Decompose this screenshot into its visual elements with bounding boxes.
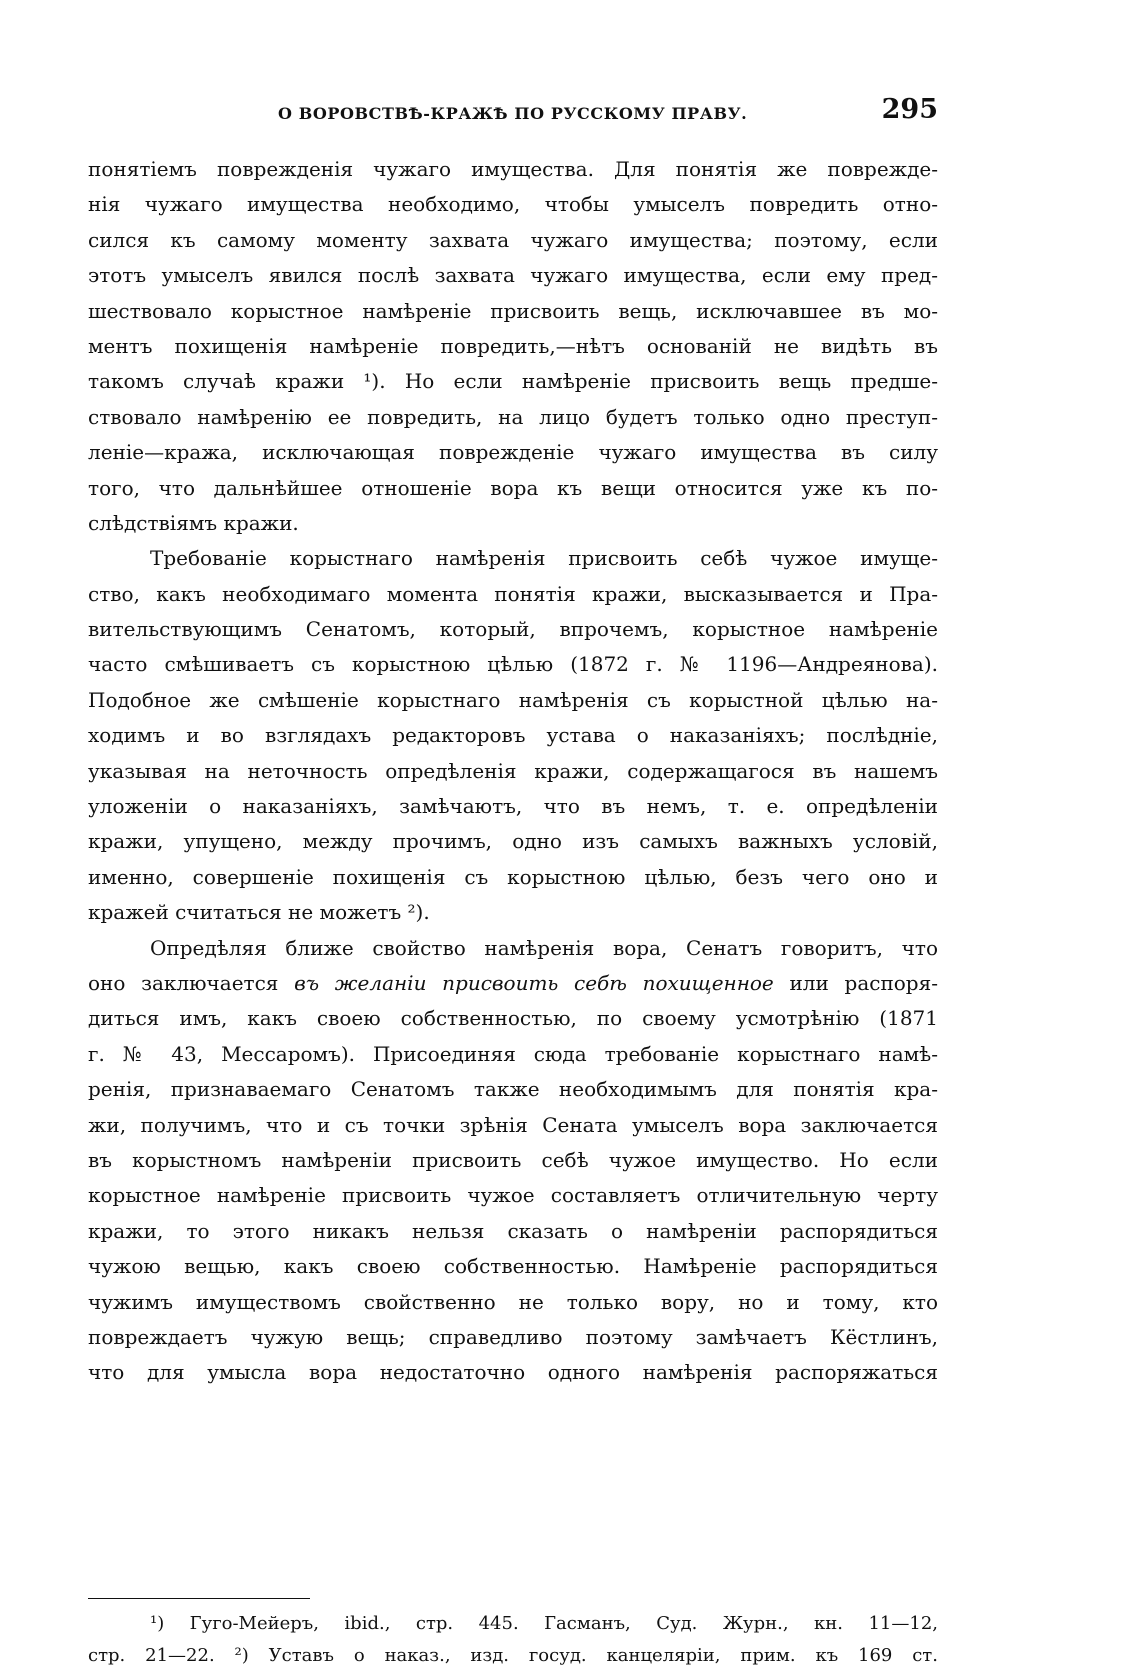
text-line: именно, совершеніе похищенія съ корыстною цѣлью, безъ чего оно и: [88, 864, 938, 889]
text-line: часто смѣшиваетъ съ корыстною цѣлью (1872 г. № 1196—Андреянова).: [88, 652, 938, 677]
footnote-line: ¹) Гуго-Мейеръ, ibid., стр. 445. Гасманъ, Суд. Журн., кн. 11—12,: [150, 1613, 938, 1634]
page-number: 295: [881, 94, 938, 125]
body-text: [88, 152, 938, 1391]
text-line: диться имъ, какъ своею собственностью, по своему усмотрѣнію (1871: [88, 1006, 938, 1031]
footnote-divider: [88, 1598, 310, 1599]
text-line: что для умысла вора недостаточно одного намѣренія распоряжаться: [88, 1360, 938, 1385]
text-line: кражей считаться не можетъ ²).: [88, 900, 430, 925]
text-line: Требованіе корыстнаго намѣренія присвоить себѣ чужое имуще-: [150, 546, 938, 571]
text-line: кражи, упущено, между прочимъ, одно изъ самыхъ важныхъ условій,: [88, 829, 938, 854]
text-line: слѣдствіямъ кражи.: [88, 510, 299, 535]
text-line: шествовало корыстное намѣреніе присвоить вещь, исключавшее въ мо-: [88, 298, 938, 323]
text-line: жи, получимъ, что и съ точки зрѣнія Сената умыселъ вора заключается: [88, 1112, 938, 1137]
text-line: нія чужаго имущества необходимо, чтобы умыселъ повредить отно-: [88, 192, 938, 217]
text-line: того, что дальнѣйшее отношеніе вора къ вещи относится уже къ по-: [88, 475, 938, 500]
text-line: [88, 966, 938, 1001]
text-line: указывая на неточность опредѣленія кражи, содержащагося въ нашемъ: [88, 758, 938, 783]
text-line: г. № 43, Мессаромъ). Присоединяя сюда требованіе корыстнаго намѣ-: [88, 1041, 938, 1066]
text-line: уложеніи о наказаніяхъ, замѣчаютъ, что въ немъ, т. е. опредѣленіи: [88, 794, 938, 819]
text-line: ментъ похищенія намѣреніе повредить,—нѣтъ основаній не видѣть въ: [88, 333, 938, 358]
running-title: О ВОРОВСТВѢ-КРАЖѢ ПО РУССКОМУ ПРАВУ.: [278, 104, 748, 123]
page-header: [88, 96, 938, 136]
text-line: ренія, признаваемаго Сенатомъ также необходимымъ для понятія кра-: [88, 1077, 938, 1102]
text-line: леніе—кража, исключающая поврежденіе чужаго имущества въ силу: [88, 440, 938, 465]
text-line: ходимъ и во взглядахъ редакторовъ устава о наказаніяхъ; послѣдніе,: [88, 723, 938, 748]
text-line: Опредѣляя ближе свойство намѣренія вора, Сенатъ говоритъ, что: [150, 935, 938, 960]
text-line: понятіемъ поврежденія чужаго имущества. Для понятія же поврежде-: [88, 157, 938, 181]
text-line: такомъ случаѣ кражи ¹). Но если намѣреніе присвоить вещь предше-: [88, 369, 938, 394]
text-line: ство, какъ необходимаго момента понятія кражи, высказывается и Пра-: [88, 581, 938, 606]
footnotes: [88, 1608, 938, 1672]
text-segment: оно заключается: [88, 970, 295, 995]
text-line: чужимъ имуществомъ свойственно не только вору, но и тому, кто: [88, 1289, 938, 1314]
text-line: этотъ умыселъ явился послѣ захвата чужаго имущества, если ему пред-: [88, 263, 938, 288]
text-line: ствовало намѣренію ее повредить, на лицо будетъ только одно преступ-: [88, 404, 938, 429]
text-line: кражи, то этого никакъ нельзя сказать о намѣреніи распорядиться: [88, 1218, 938, 1243]
italic-quote: въ желаніи присвоить себѣ похищенное: [294, 970, 774, 995]
text-line: чужою вещью, какъ своею собственностью. Намѣреніе распорядиться: [88, 1254, 938, 1279]
text-line: сился къ самому моменту захвата чужаго имущества; поэтому, если: [88, 227, 938, 252]
footnote-line: стр. 21—22. ²) Уставъ о наказ., изд. госуд. канцеляріи, прим. къ 169 ст.: [88, 1645, 938, 1666]
text-line: повреждаетъ чужую вещь; справедливо поэтому замѣчаетъ Кёстлинъ,: [88, 1324, 938, 1349]
text-line: Подобное же смѣшеніе корыстнаго намѣренія съ корыстной цѣлью на-: [88, 687, 938, 712]
text-line: въ корыстномъ намѣреніи присвоить себѣ чужое имущество. Но если: [88, 1147, 938, 1172]
text-line: корыстное намѣреніе присвоить чужое составляетъ отличительную черту: [88, 1183, 938, 1208]
text-segment: или распоря-: [773, 970, 938, 995]
text-line: вительствующимъ Сенатомъ, который, впрочемъ, корыстное намѣреніе: [88, 617, 938, 642]
